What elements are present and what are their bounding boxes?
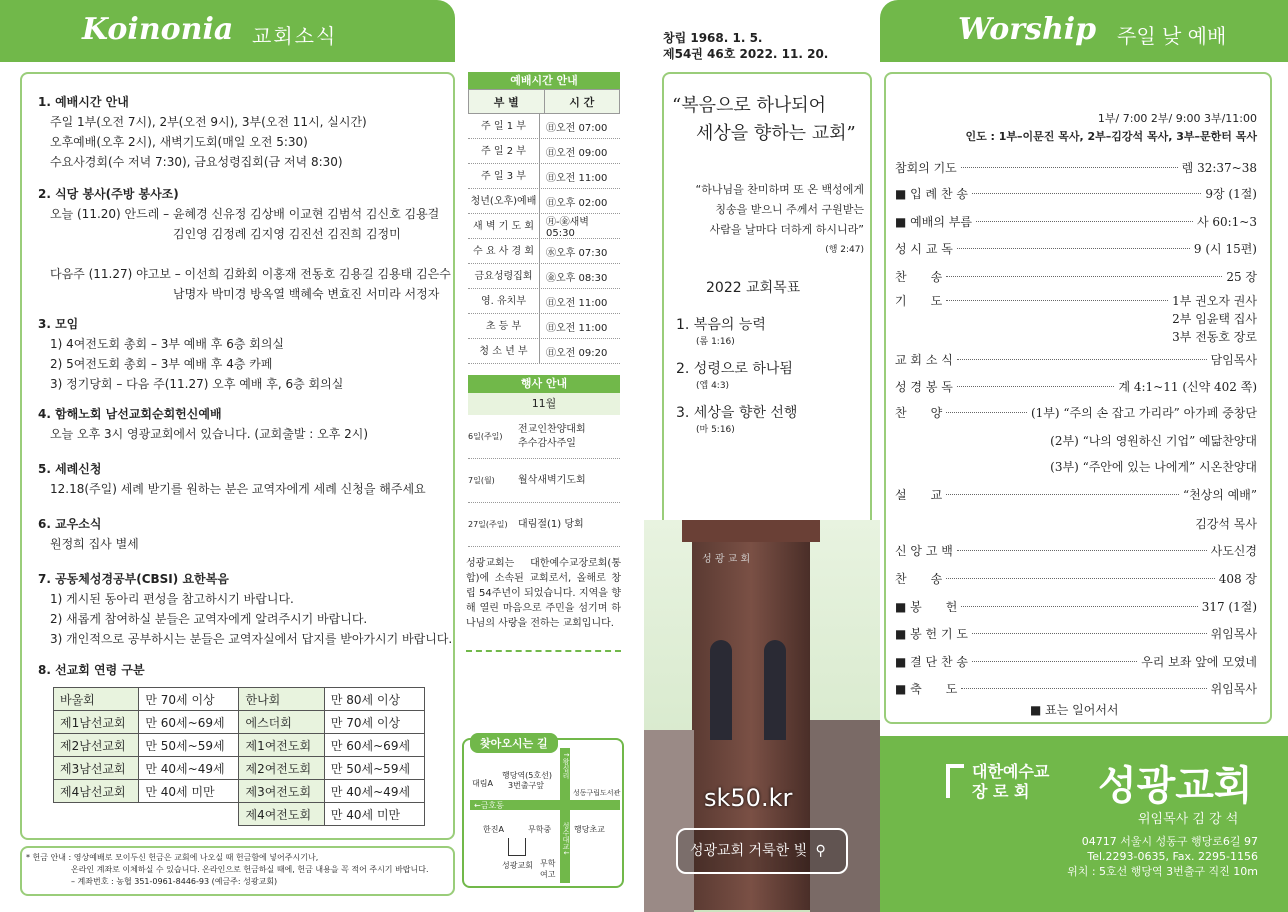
event-name: 월삭새벽기도회: [518, 474, 586, 486]
denomination: [972, 762, 1049, 802]
worship-value: 위임목사: [1210, 626, 1257, 641]
schedule-title: 예배시간 안내: [468, 72, 620, 89]
event-date: 7일(월): [468, 476, 495, 485]
worship-row: [895, 308, 1257, 328]
leader-dots: [972, 633, 1207, 634]
schedule-row: [468, 239, 620, 264]
age-cell: 만 40세 미만: [324, 803, 424, 826]
worship-value: 사 60:1~3: [1196, 214, 1257, 229]
worship-row: [895, 540, 1257, 560]
worship-item: ■ 입 례 찬 송: [895, 186, 968, 201]
motto-line-1: “복음으로 하나되어: [672, 95, 827, 116]
worship-row: [895, 376, 1257, 396]
news-section-title: 3. 모임: [38, 317, 79, 331]
worship-value: 3부 전동호 장로: [1172, 329, 1257, 344]
events-title: 행사 안내: [468, 375, 620, 393]
side-building: [644, 730, 694, 912]
worship-value: 408 장: [1218, 571, 1257, 586]
schedule-time: ㊌오후 07:30: [546, 247, 608, 259]
age-cell: 만 40세 미만: [139, 780, 239, 803]
verse: [678, 180, 864, 260]
offering-line-2: 온라인 계좌로 이체하실 수 있습니다. 온라인으로 헌금하실 때에, 헌금 내용을 꼭 적어 주시기 바랍니다.: [71, 865, 429, 874]
event-name: 전교인찬양대회: [518, 423, 586, 435]
worship-value: 계 4:1~11 (신약 402 쪽): [1118, 379, 1257, 394]
location-line: 위치 : 5호선 행당역 3번출구 직진 10m: [1067, 865, 1258, 878]
age-row: [54, 688, 425, 711]
news-line: 주일 1부(오전 7시), 2부(오전 9시), 3부(오전 11시, 실시간): [50, 115, 367, 129]
worship-item: 성 경 봉 독: [895, 379, 953, 394]
news-section-title: 5. 세례신청: [38, 462, 102, 476]
worship-value: 사도신경: [1210, 543, 1257, 558]
worship-value: 1부 권오자 권사: [1172, 293, 1257, 308]
pastor-name: 위임목사 김 강 석: [1138, 812, 1239, 827]
schedule-time: ㊊-㊎새벽 05:30: [546, 217, 589, 239]
goal-text: 1. 복음의 능력: [676, 317, 766, 333]
schedule-col-time: 시 간: [569, 96, 595, 109]
schedule-time: ㊐오전 11:00: [546, 297, 608, 309]
worship-item: 성 시 교 독: [895, 241, 953, 256]
denomination-logo-icon: [946, 764, 964, 798]
event-date: 27일(주일): [468, 520, 508, 529]
worship-title: Worship: [958, 12, 1097, 47]
denomination-line-1: 대한예수교: [972, 762, 1050, 781]
news-section: [38, 660, 145, 680]
schedule-row: [468, 139, 620, 164]
news-line: 2) 새롭게 참여하실 분들은 교역자에게 알려주시기 바랍니다.: [50, 612, 368, 626]
age-cell: 제2여전도회: [239, 757, 324, 780]
worship-item: 찬 송: [895, 571, 943, 586]
worship-row: [895, 157, 1257, 177]
news-section-title: 7. 공동체성경공부(CBSI) 요한복음: [38, 572, 229, 586]
worship-row: [895, 513, 1257, 533]
schedule-row: [468, 214, 620, 239]
leader-dots: [972, 193, 1201, 194]
divider: [466, 650, 621, 652]
age-cell: 만 60세~69세: [139, 711, 239, 734]
schedule-time: ㊎오후 08:30: [546, 272, 608, 284]
worship-row: [895, 651, 1257, 671]
map-label: 성수대교↓: [562, 822, 570, 856]
denomination-line-2: 장 로 회: [972, 782, 1030, 801]
map-label: 대림A: [472, 779, 493, 788]
age-cell: 만 80세 이상: [324, 688, 424, 711]
goal-ref: (마 5:16): [696, 425, 735, 435]
side-building: [810, 720, 880, 912]
schedule-row: [468, 289, 620, 314]
schedule-part: 금요성령집회: [468, 264, 540, 288]
worship-row: [895, 402, 1257, 422]
schedule-row: [468, 264, 620, 289]
leader-dots: [946, 578, 1215, 579]
worship-item: ■ 결 단 찬 송: [895, 654, 968, 669]
schedule-part: 청 소 년 부: [468, 339, 540, 363]
worship-value: 25 장: [1226, 269, 1257, 284]
leader-dots: [946, 276, 1222, 277]
worship-row: [895, 430, 1257, 450]
schedule-row: [468, 189, 620, 214]
worship-value: (3부) “주안에 있는 나에게” 시온찬양대: [1050, 459, 1257, 474]
worship-value: (2부) “나의 영원하신 기업” 예닮찬양대: [1050, 433, 1257, 448]
worship-row: [895, 678, 1257, 698]
worship-row: [895, 484, 1257, 504]
worship-header: [880, 0, 1288, 62]
leader-dots: [972, 661, 1137, 662]
worship-row: [895, 290, 1257, 310]
event-name: 추수감사주일: [518, 437, 576, 449]
phone-line: Tel.2293-0635, Fax. 2295-1156: [1087, 850, 1258, 863]
schedule-time: ㊐오전 09:20: [546, 347, 608, 359]
worship-row: [895, 623, 1257, 643]
age-cell: 만 70세 이상: [324, 711, 424, 734]
worship-item: 찬 양: [895, 405, 943, 420]
goal-item: [676, 402, 797, 435]
schedule-part: 청년(오후)예배: [468, 189, 540, 213]
search-text: 성광교회 거룩한 빛: [690, 843, 808, 859]
event-desc: [518, 474, 586, 488]
offering-note: [26, 852, 429, 888]
standing-note: ■ 표는 일어서서: [1030, 703, 1119, 717]
map-label: ↑왕십리: [562, 752, 570, 779]
news-line: 1) 게시된 동아리 편성을 참고하시기 바랍니다.: [50, 592, 294, 606]
age-cell: 만 40세~49세: [139, 757, 239, 780]
schedule-header: [468, 89, 620, 114]
age-row: [54, 803, 425, 826]
founded-date: 창립 1968. 1. 5.: [663, 31, 763, 45]
age-cell: 바울회: [54, 688, 139, 711]
news-section: [38, 314, 343, 394]
event-date: 6일(주일): [468, 432, 503, 441]
search-box[interactable]: [676, 828, 848, 874]
news-line: 오후예배(오후 2시), 새벽기도회(매일 오전 5:30): [50, 135, 308, 149]
age-row: [54, 757, 425, 780]
event-row: [468, 459, 620, 503]
map-title: 찾아오시는 길: [470, 733, 558, 753]
worship-item: ■ 예배의 부름: [895, 214, 972, 229]
worship-value: 9장 (1절): [1205, 186, 1257, 201]
worship-value: (1부) “주의 손 잡고 가리라” 아가페 중창단: [1030, 405, 1257, 420]
leader-dots: [946, 494, 1179, 495]
koinonia-title: Koinonia: [82, 12, 234, 47]
schedule-col-part: 부 별: [469, 90, 545, 113]
worship-row: [895, 456, 1257, 476]
leader-dots: [957, 386, 1115, 387]
news-line: 2) 5여전도회 총회 – 3부 예배 후 4층 카페: [50, 357, 273, 371]
news-section-title: 1. 예배시간 안내: [38, 95, 129, 109]
age-row: [54, 734, 425, 757]
worship-value: 김강석 목사: [1195, 516, 1257, 531]
event-row: [468, 415, 620, 459]
age-cell: 만 60세~69세: [324, 734, 424, 757]
news-line: 1) 4여전도회 총회 – 3부 예배 후 6층 회의실: [50, 337, 285, 351]
church-window: [764, 640, 786, 740]
news-line: 남명자 박미경 방옥열 백혜숙 변효진 서미라 서정자: [173, 287, 440, 301]
schedule-time: ㊐오전 11:00: [546, 322, 608, 334]
map-label: 행당초교: [574, 825, 605, 834]
worship-value: “천상의 예배”: [1182, 487, 1257, 502]
church-window: [710, 640, 732, 740]
news-section-title: 4. 함해노회 남선교회순회헌신예배: [38, 407, 222, 421]
goal-item: [676, 358, 793, 391]
age-row: [54, 780, 425, 803]
worship-value: 위임목사: [1210, 681, 1257, 696]
worship-row: [895, 238, 1257, 258]
map-label: 무학여고: [540, 859, 556, 879]
news-line: 다음주 (11.27) 야고보 – 이선희 김화회 이홍재 전동호 김용길 김용태 김은수: [50, 267, 451, 281]
koinonia-header: [0, 0, 455, 62]
map-label: 무학중: [528, 825, 552, 834]
leader-dots: [961, 688, 1206, 689]
news-line: 12.18(주일) 세례 받기를 원하는 분은 교역자에게 세례 신청을 해주세요: [50, 482, 426, 496]
age-cell: 만 40세~49세: [324, 780, 424, 803]
worship-subtitle: 주일 낮 예배: [1117, 24, 1227, 48]
schedule-time: ㊐오전 07:00: [546, 122, 608, 134]
worship-value: 2부 임윤택 집사: [1172, 311, 1257, 326]
worship-row: [895, 596, 1257, 616]
news-section: [38, 514, 139, 554]
age-cell: 제1여전도회: [239, 734, 324, 757]
schedule-table: [468, 72, 620, 364]
worship-value: 우리 보좌 앞에 모였네: [1141, 654, 1257, 669]
event-desc: [518, 423, 586, 451]
news-title: 교회소식: [252, 24, 338, 48]
offering-line-1: * 헌금 안내 : 영상예배로 모이두신 헌금은 교회에 나오실 때 헌금함에 넣어주시기나,: [26, 853, 319, 862]
worship-item: ■ 축 도: [895, 681, 958, 696]
worship-item: 기 도: [895, 293, 943, 308]
map-church-icon: [508, 838, 526, 856]
verse-ref: (행 2:47): [825, 245, 864, 255]
news-section: [38, 184, 451, 304]
news-section-title: 2. 식당 봉사(주방 봉사조): [38, 187, 179, 201]
goals-title: 2022 교회목표: [706, 280, 801, 296]
worship-row: [895, 266, 1257, 286]
age-cell: 제2남선교회: [54, 734, 139, 757]
worship-value: 렘 32:37~38: [1181, 160, 1257, 175]
worship-times: 1부/ 7:00 2부/ 9:00 3부/11:00: [1097, 112, 1257, 125]
event-name: 대림절(1) 당회: [518, 518, 584, 530]
age-cell: 한나회: [239, 688, 324, 711]
schedule-part: 수 요 사 경 회: [468, 239, 540, 263]
age-cell: 제4남선교회: [54, 780, 139, 803]
map-label: 성동구립도서관: [573, 789, 621, 797]
map-label: 행당역(5호선): [502, 771, 552, 780]
news-line: 오늘 오후 3시 영광교회에서 있습니다. (교회출발 : 오후 2시): [50, 427, 369, 441]
church-sign: 성 광 교 회: [702, 554, 751, 565]
news-line: 3) 정기당회 – 다음 주(11.27) 오후 예배 후, 6층 회의실: [50, 377, 344, 391]
leader-dots: [946, 412, 1027, 413]
age-cell: 제3여전도회: [239, 780, 324, 803]
schedule-part: 새 벽 기 도 회: [468, 214, 540, 238]
age-table: [53, 687, 425, 826]
age-cell: 제1남선교회: [54, 711, 139, 734]
schedule-part: 영. 유치부: [468, 289, 540, 313]
schedule-part: 주 일 1 부: [468, 114, 540, 138]
schedule-part: 초 등 부: [468, 314, 540, 338]
map-label: ←금호동: [474, 801, 504, 810]
schedule-row: [468, 164, 620, 189]
worship-row: [895, 326, 1257, 346]
address-line: 04717 서울시 성동구 행당로6길 97: [1081, 835, 1258, 848]
leader-dots: [957, 550, 1207, 551]
leader-dots: [961, 606, 1197, 607]
schedule-row: [468, 114, 620, 139]
motto-line-2: 세상을 향하는 교회”: [696, 123, 856, 144]
motto: [672, 92, 856, 148]
worship-row: [895, 568, 1257, 588]
age-cell: 만 50세~59세: [324, 757, 424, 780]
schedule-row: [468, 314, 620, 339]
news-section: [38, 459, 426, 499]
news-line: 오늘 (11.20) 안드레 – 윤혜경 신유정 김상배 이교현 김범석 김신호 김용걸: [50, 207, 440, 221]
map-label: 성광교회: [502, 861, 533, 870]
news-line: 원정희 집사 별세: [50, 537, 139, 551]
church-name: 성광교회: [1098, 763, 1253, 809]
goal-item: [676, 314, 766, 347]
leader-dots: [946, 300, 1168, 301]
verse-line: 사람을 날마다 더하게 하시니라”: [709, 223, 864, 236]
schedule-time: ㊐오전 11:00: [546, 172, 608, 184]
worship-item: 교 회 소 식: [895, 352, 953, 367]
events-month: 11월: [468, 393, 620, 415]
worship-value: 317 (1절): [1201, 599, 1257, 614]
age-cell: 만 50세~59세: [139, 734, 239, 757]
news-line: 3) 개인적으로 공부하시는 분들은 교역자실에서 답지를 받아가시기 바랍니다.: [50, 632, 453, 646]
schedule-rows: [468, 114, 620, 364]
schedule-row: [468, 339, 620, 364]
age-row: [54, 711, 425, 734]
verse-line: 칭송을 받으니 주께서 구원받는: [715, 203, 864, 216]
events: [468, 375, 620, 547]
worship-item: ■ 봉 헌: [895, 599, 958, 614]
age-cell: 제4여전도회: [239, 803, 324, 826]
news-line: 수요사경회(수 저녁 7:30), 금요성령집회(금 저녁 8:30): [50, 155, 343, 169]
news-section: [38, 404, 368, 444]
search-icon: ⚲: [815, 843, 826, 859]
goal-text: 2. 성령으로 하나됨: [676, 361, 793, 377]
site-url[interactable]: sk50.kr: [704, 784, 793, 812]
schedule-part: 주 일 2 부: [468, 139, 540, 163]
offering-line-3: – 계좌번호 : 농협 351-0961-8446-93 (예금주: 성광교회): [71, 877, 278, 886]
worship-item: 참회의 기도: [895, 160, 957, 175]
schedule-time: ㊐오후 02:00: [546, 197, 608, 209]
map-label: 한진A: [483, 825, 504, 834]
news-section: [38, 569, 452, 649]
worship-value: 담임목사: [1210, 352, 1257, 367]
news-section-title: 6. 교우소식: [38, 517, 102, 531]
leader-dots: [957, 359, 1207, 360]
issue-number: 제54권 46호 2022. 11. 20.: [663, 47, 829, 61]
schedule-time: ㊐오전 09:00: [546, 147, 608, 159]
event-row: [468, 503, 620, 547]
events-rows: [468, 415, 620, 547]
church-intro: 성광교회는 대한예수교장로회(통합)에 소속된 교회로서, 올해로 창립 54주년이 되었습니다. 지역을 향해 열린 마음으로 주민을 섬기며 하나님의 사랑을 전하는 교회입니다.: [466, 558, 621, 629]
worship-row: [895, 211, 1257, 231]
leader-dots: [976, 221, 1193, 222]
church-footer: [880, 736, 1288, 912]
news-line: 김인영 김정례 김지영 김진선 김진희 김정미: [173, 227, 401, 241]
news-section-title: 8. 선교회 연령 구분: [38, 663, 145, 677]
goal-ref: (엡 4:3): [696, 381, 730, 391]
age-cell: 만 70세 이상: [139, 688, 239, 711]
worship-row: [895, 349, 1257, 369]
worship-leader: 인도 : 1부–이문진 목사, 2부–김강석 목사, 3부–문한터 목사: [965, 130, 1257, 143]
leader-dots: [961, 167, 1178, 168]
worship-value: 9 (시 15편): [1193, 241, 1257, 256]
age-cell: 에스더회: [239, 711, 324, 734]
verse-line: “하나님을 찬미하며 또 온 백성에게: [695, 183, 864, 196]
goal-text: 3. 세상을 향한 선행: [676, 405, 798, 421]
goal-ref: (롬 1:16): [696, 337, 735, 347]
worship-item: ■ 봉 헌 기 도: [895, 626, 968, 641]
address: [1030, 834, 1258, 879]
map-label: 3번출구앞: [508, 781, 545, 790]
tower-roof: [682, 520, 820, 542]
worship-item: 신 앙 고 백: [895, 543, 953, 558]
leader-dots: [957, 248, 1190, 249]
news-line: [38, 244, 451, 264]
issue-info: [663, 30, 828, 62]
schedule-part: 주 일 3 부: [468, 164, 540, 188]
age-cell-empty: [54, 803, 239, 826]
worship-item: 설 교: [895, 487, 943, 502]
event-desc: [518, 518, 584, 532]
worship-item: 찬 송: [895, 269, 943, 284]
news-section: [38, 92, 367, 172]
worship-row: [895, 183, 1257, 203]
age-cell: 제3남선교회: [54, 757, 139, 780]
